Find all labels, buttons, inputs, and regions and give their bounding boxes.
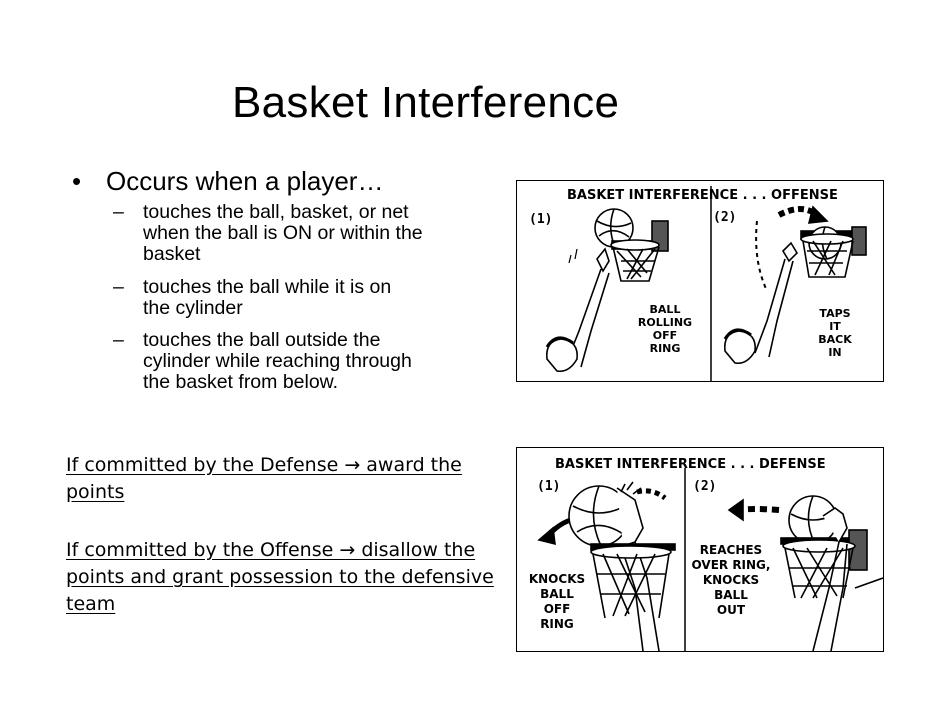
sub-bullet-2 [113,277,413,319]
offense-heading: BASKET INTERFERENCE . . . OFFENSE [567,188,838,203]
sub-bullet-3 [113,330,435,393]
defense-caption-1-line-4: RING [540,617,574,631]
defense-caption-1-line-1: KNOCKS [528,572,586,586]
defense-illustration [516,447,884,652]
defense-label-2: (2) [693,479,717,494]
defense-note: If committed by the Defense → award the points [66,454,462,503]
bullet-marker: • [72,166,82,196]
defense-caption-2-line-2: OVER RING, [691,558,771,572]
offense-caption-2-line-4: IN [828,346,842,359]
defense-caption-2-line-3: KNOCKS [702,573,760,587]
offense-caption-1-line-4: RING [649,342,681,355]
defense-caption-2-line-4: BALL [714,588,748,602]
offense-label-1: (1) [529,212,553,227]
defense-heading: BASKET INTERFERENCE . . . DEFENSE [555,457,826,472]
sub-bullet-text: touches the ball outside the cylinder while reaching through the basket from below. [143,329,412,393]
offense-caption-1-line-1: BALL [649,303,681,316]
offense-caption-2-line-3: BACK [818,333,852,346]
main-bullet-text: Occurs when a player… [106,166,384,196]
sub-bullet-marker: – [113,276,124,298]
offense-caption-2-line-2: IT [829,320,841,333]
sub-bullet-text: touches the ball, basket, or net when the ball is ON or within the basket [143,201,423,265]
sub-bullet-marker: – [113,329,124,351]
defense-label-1: (1) [537,479,561,494]
slide-title: Basket Interference [232,78,620,127]
offense-label-2: (2) [713,210,737,225]
sub-bullet-marker: – [113,201,124,223]
defense-caption-2-line-5: OUT [716,603,746,617]
defense-caption-2-line-1: REACHES [699,543,763,557]
offense-caption-1-line-3: OFF [652,329,678,342]
defense-caption-1-line-3: OFF [543,602,571,616]
sub-bullet-text: touches the ball while it is on the cylinder [143,276,392,319]
offense-illustration [516,180,884,382]
offense-note: If committed by the Offense → disallow the points and grant possession to the defensive team [66,539,494,615]
defense-caption-1-line-2: BALL [540,587,574,601]
main-bullet [72,166,383,196]
offense-caption-2-line-1: TAPS [819,307,851,320]
sub-bullet-1 [113,202,425,265]
offense-caption-1-line-2: ROLLING [637,316,693,329]
